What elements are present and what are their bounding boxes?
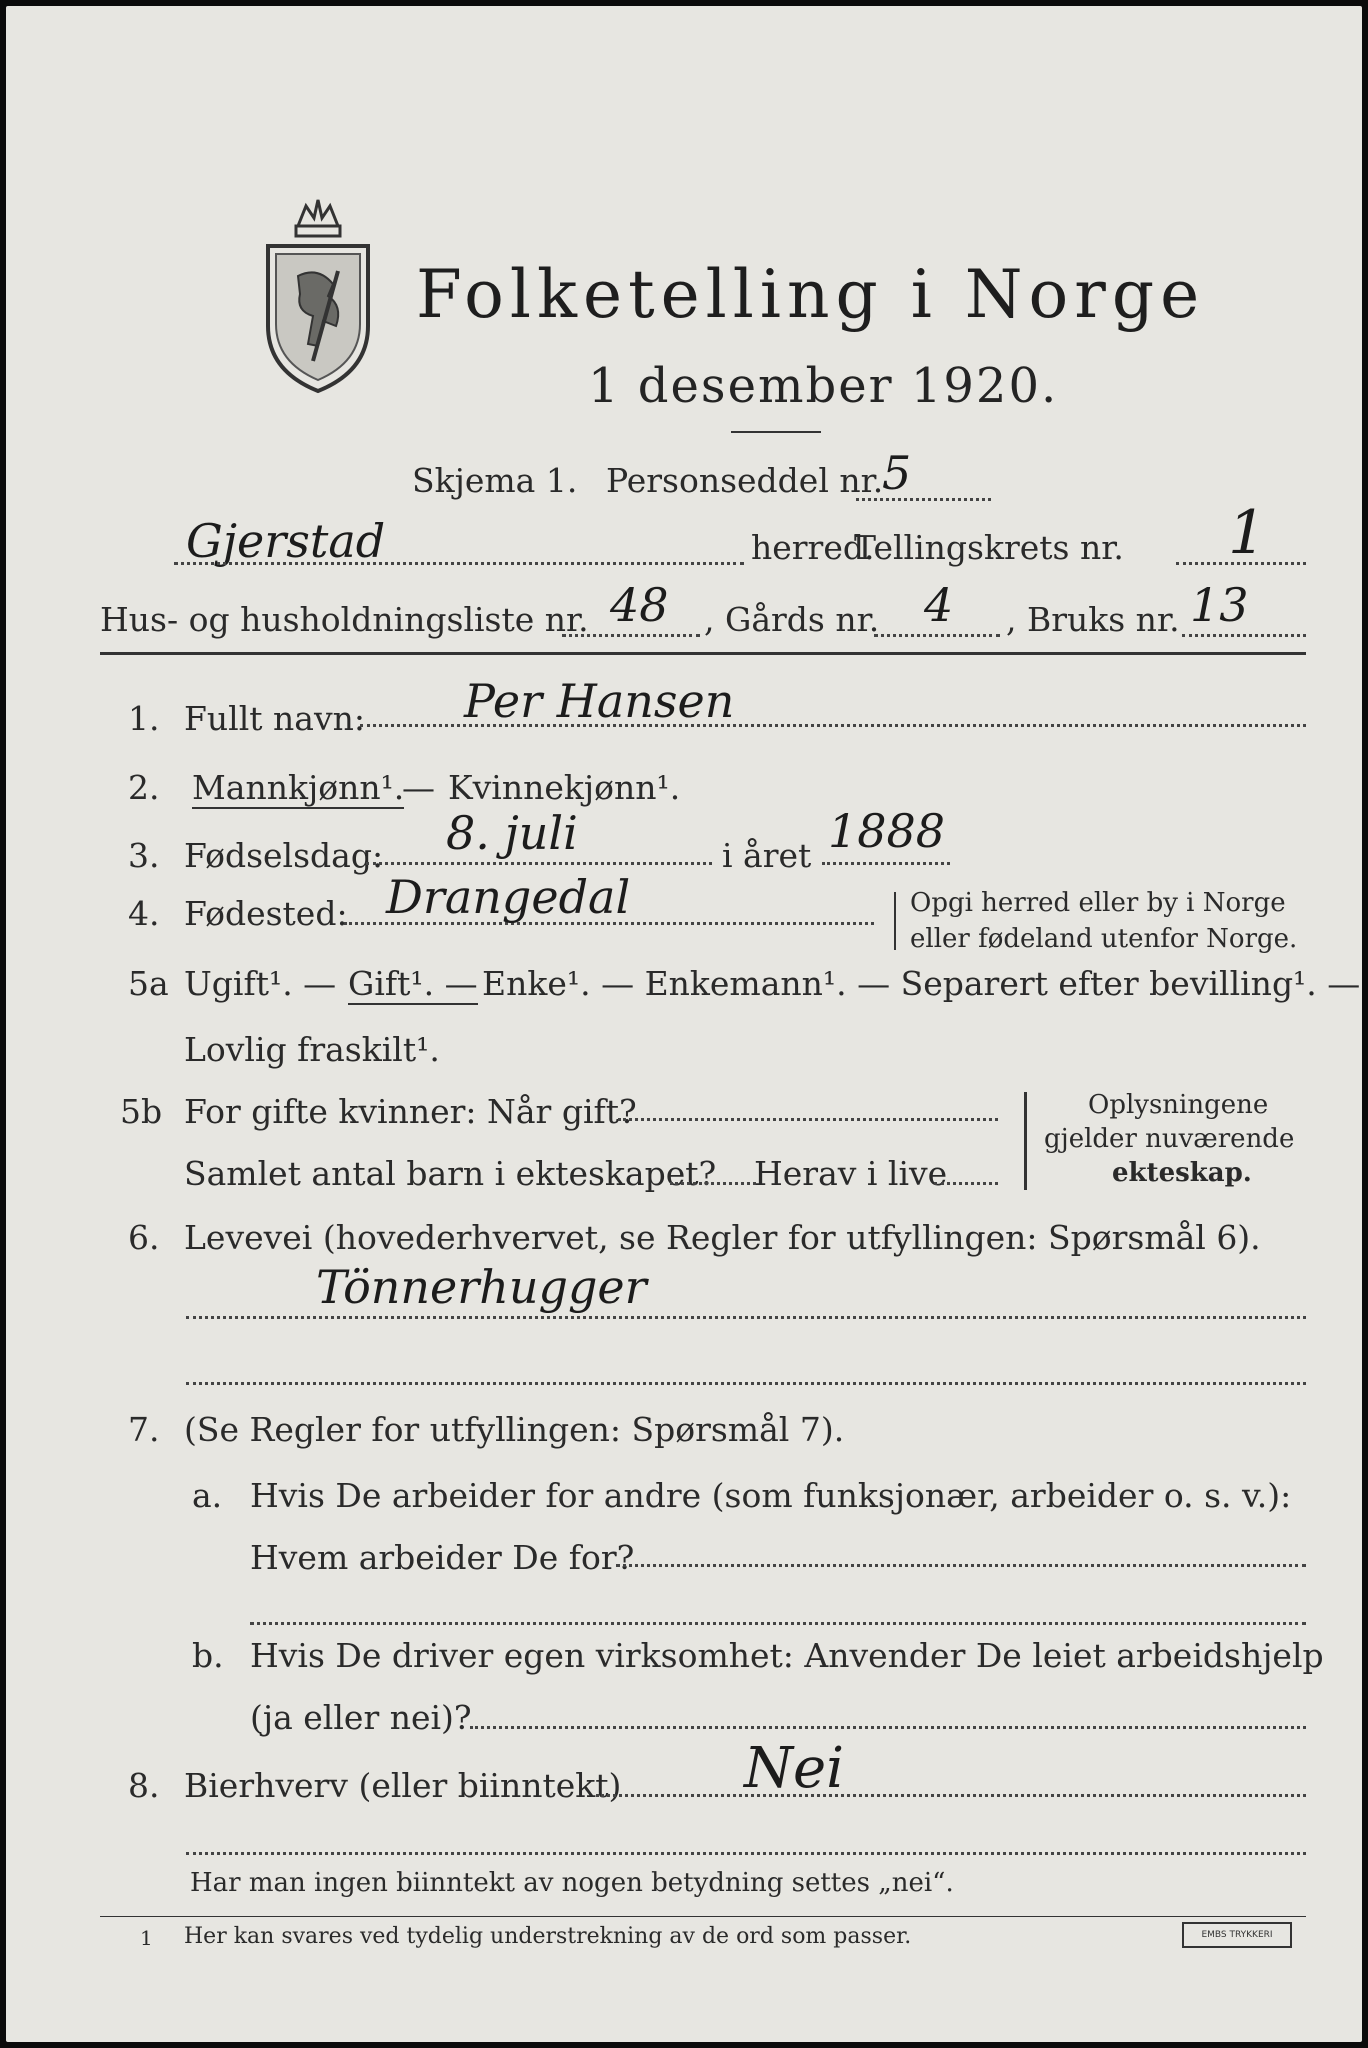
q5b-number: 5b [120, 1092, 163, 1131]
hired-help-line [470, 1726, 1306, 1729]
marriage-note-line1: Oplysningene [1088, 1090, 1269, 1120]
occupation-line-1 [186, 1316, 1306, 1319]
occupation-line-2 [186, 1382, 1306, 1385]
side-income-line [596, 1794, 1306, 1797]
birthplace-label: Fødested: [184, 894, 348, 933]
form-title: Folketelling i Norge [416, 256, 1206, 333]
printer-stamp: EMBS TRYKKERI [1182, 1922, 1292, 1948]
marital-option-divorced[interactable]: Lovlig fraskilt¹. [184, 1030, 440, 1069]
birthplace-note-line2: eller fødeland utenfor Norge. [910, 924, 1298, 954]
footnote-text: Her kan svares ved tydelig understrekning av de ord som passer. [184, 1924, 912, 1949]
marital-option-unmarried[interactable]: Ugift¹. — [184, 964, 337, 1003]
birthplace-value[interactable]: Drangedal [386, 870, 631, 924]
person-slip-number[interactable]: 5 [882, 446, 912, 500]
employer-line [616, 1564, 1306, 1567]
title-divider [731, 431, 821, 433]
children-alive-label: Herav i live [754, 1154, 948, 1193]
birthplace-note-line1: Opgi herred eller by i Norge [910, 888, 1286, 918]
marriage-date-line [618, 1118, 998, 1121]
q6-number: 6. [128, 1218, 160, 1257]
q7-number: 7. [128, 1410, 160, 1449]
q1-number: 1. [128, 699, 160, 738]
schema-label: Skjema 1. [412, 461, 578, 500]
census-form-sheet [6, 6, 1362, 2042]
holding-number[interactable]: 13 [1190, 578, 1249, 632]
footnote-marker: 1 [140, 1926, 153, 1950]
person-slip-line [856, 498, 991, 501]
hired-help-label: (ja eller nei)? [250, 1698, 472, 1737]
q7b-letter: b. [192, 1636, 224, 1675]
household-list-line [562, 634, 700, 637]
header-rule [100, 652, 1306, 655]
census-date: 1 desember 1920. [588, 358, 1059, 414]
q8-number: 8. [128, 1766, 160, 1805]
municipality-line [174, 562, 744, 565]
birth-year-line [822, 862, 950, 865]
birth-date-label: Fødselsdag: [184, 836, 384, 875]
enumeration-district-number[interactable]: 1 [1228, 498, 1267, 568]
sex-option-male[interactable]: Mannkjønn¹. [192, 768, 405, 807]
birth-year-label: i året [722, 836, 812, 875]
side-income-line-2 [186, 1852, 1306, 1855]
enumeration-district-label: Tellingskrets nr. [854, 528, 1124, 567]
farm-number[interactable]: 4 [924, 578, 954, 632]
children-total-label: Samlet antal barn i ekteskapet? [184, 1154, 717, 1193]
marital-options-rest[interactable]: Enke¹. — Enkemann¹. — Separert efter bevilling¹. — [482, 964, 1361, 1003]
holding-number-label: , Bruks nr. [1006, 600, 1180, 639]
footnote-rule [100, 1916, 1306, 1917]
herred-label: herred. [751, 528, 875, 567]
farm-number-label: , Gårds nr. [704, 600, 880, 639]
marital-option-married[interactable]: Gift¹. — [348, 964, 478, 1003]
marriage-note-line3: ekteskap. [1112, 1158, 1252, 1188]
self-employed-question: Hvis De driver egen virksomhet: Anvender De leiet arbeidshjelp [250, 1636, 1324, 1675]
employer-line-2 [250, 1622, 1306, 1625]
q3-number: 3. [128, 836, 160, 875]
q7a-letter: a. [192, 1476, 223, 1515]
employer-question: Hvis De arbeider for andre (som funksjonær, arbeider o. s. v.): [250, 1476, 1292, 1515]
holding-number-line [1182, 634, 1306, 637]
q2-number: 2. [128, 768, 160, 807]
household-list-label: Hus- og husholdningsliste nr. [100, 600, 589, 639]
person-slip-label: Personseddel nr. [606, 461, 884, 500]
q1-label: Fullt navn: [184, 699, 365, 738]
occupation-value[interactable]: Tönnerhugger [316, 1260, 647, 1314]
q4-number: 4. [128, 894, 160, 933]
occupation-label: Levevei (hovederhvervet, se Regler for utfyllingen: Spørsmål 6). [184, 1218, 1261, 1257]
sex-separator: — [402, 768, 435, 807]
marriage-note-brace [1024, 1092, 1027, 1190]
side-income-value[interactable]: Nei [744, 1736, 845, 1801]
side-income-note: Har man ingen biinntekt av nogen betydning settes „nei“. [190, 1868, 954, 1898]
q5a-number: 5a [128, 964, 169, 1003]
birth-year-value[interactable]: 1888 [828, 804, 946, 858]
birth-date-line [366, 862, 712, 865]
household-list-number[interactable]: 48 [610, 578, 669, 632]
employer-label: Hvem arbeider De for? [250, 1538, 635, 1577]
birthplace-note-brace [894, 892, 896, 950]
side-income-label: Bierhverv (eller biinntekt) [184, 1766, 622, 1805]
marriage-note-line2: gjelder nuværende [1044, 1124, 1295, 1154]
municipality-value[interactable]: Gjerstad [186, 514, 386, 568]
birth-date-value[interactable]: 8. juli [446, 806, 578, 860]
marriage-date-label: For gifte kvinner: Når gift? [184, 1092, 637, 1131]
q7-label: (Se Regler for utfyllingen: Spørsmål 7). [184, 1410, 845, 1449]
sex-option-female[interactable]: Kvinnekjønn¹. [448, 768, 681, 807]
farm-number-line [874, 634, 1000, 637]
full-name-value[interactable]: Per Hansen [464, 674, 735, 728]
children-alive-line [934, 1182, 998, 1185]
norwegian-coat-of-arms-icon [258, 196, 378, 396]
children-total-line [670, 1182, 756, 1185]
